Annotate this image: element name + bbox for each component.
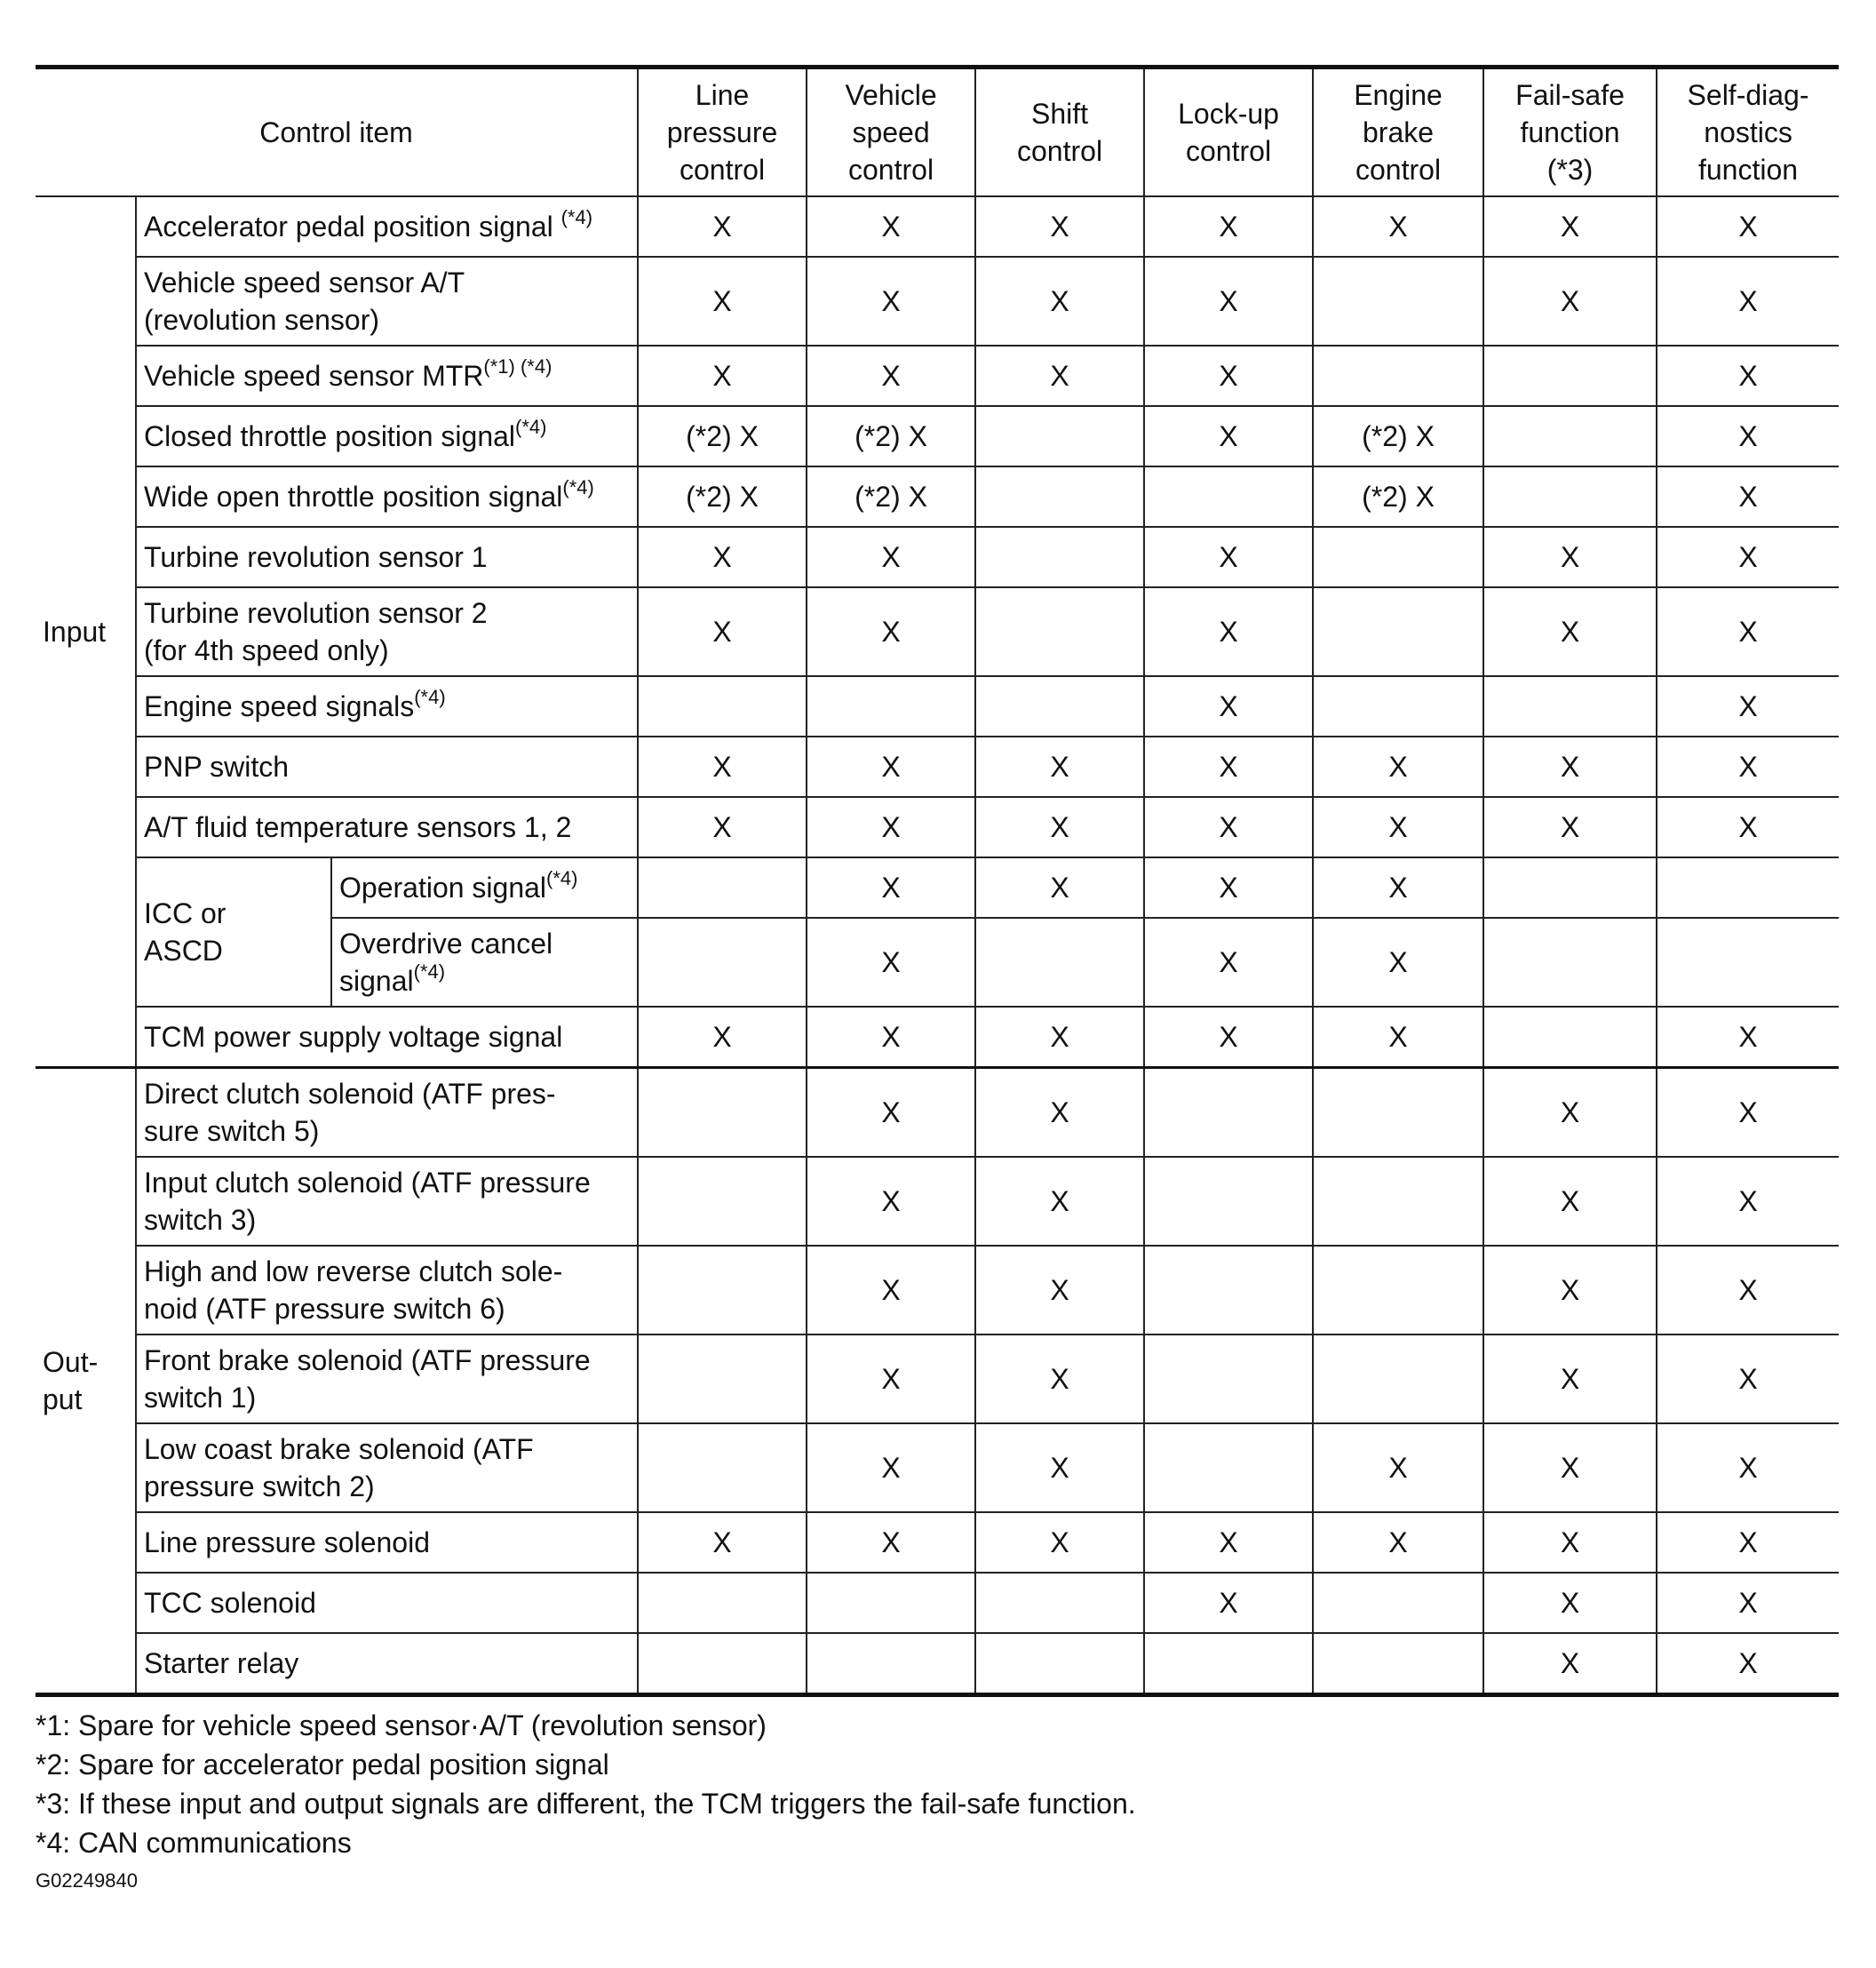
row-label: Closed throttle position signal$^{(*4)}$ <box>136 406 638 466</box>
mark-cell: X <box>1657 1007 1839 1068</box>
mark-cell <box>1313 676 1483 737</box>
mark-cell: (*2) X <box>807 406 975 466</box>
mark-cell <box>975 676 1144 737</box>
mark-cell: X <box>975 1068 1144 1158</box>
mark-cell <box>638 1335 807 1423</box>
mark-cell <box>638 918 807 1007</box>
table-row <box>36 1423 1839 1512</box>
mark-cell: X <box>1483 1068 1657 1158</box>
mark-cell: X <box>638 257 807 346</box>
mark-cell <box>1144 1633 1313 1695</box>
mark-cell <box>1483 918 1657 1007</box>
header-row <box>36 68 1839 197</box>
mark-cell <box>1144 1335 1313 1423</box>
mark-cell <box>638 857 807 918</box>
row-label: High and low reverse clutch sole- noid (ATF pressure switch 6) <box>136 1246 638 1335</box>
footnote-ref: (*4) <box>562 476 594 498</box>
group-input: Input <box>36 196 136 1068</box>
header-col-3: Shift control <box>975 68 1144 197</box>
footnote: *4: CAN communications <box>36 1827 352 1859</box>
mark-cell: X <box>1657 737 1839 797</box>
table-row <box>36 587 1839 676</box>
group-icc-ascd: ICC or ASCD <box>136 857 331 1007</box>
mark-cell: X <box>1657 1157 1839 1246</box>
table-row <box>36 1157 1839 1246</box>
mark-cell: X <box>807 1007 975 1068</box>
mark-cell: X <box>638 346 807 406</box>
table-row <box>36 797 1839 857</box>
mark-cell <box>1313 257 1483 346</box>
mark-cell: X <box>638 587 807 676</box>
mark-cell <box>638 1068 807 1158</box>
mark-cell <box>1313 527 1483 587</box>
table-row <box>36 1633 1839 1695</box>
row-label: Vehicle speed sensor A/T (revolution sensor) <box>136 257 638 346</box>
row-label: Turbine revolution sensor 2 (for 4th speed only) <box>136 587 638 676</box>
mark-cell <box>975 1573 1144 1633</box>
mark-cell <box>1657 857 1839 918</box>
table-row <box>36 406 1839 466</box>
table-row <box>36 1573 1839 1633</box>
mark-cell: X <box>1657 1512 1839 1573</box>
row-label: Front brake solenoid (ATF pressure switch 1) <box>136 1335 638 1423</box>
mark-cell <box>975 406 1144 466</box>
mark-cell: X <box>807 257 975 346</box>
mark-cell <box>1483 346 1657 406</box>
mark-cell <box>1483 1007 1657 1068</box>
mark-cell <box>807 1633 975 1695</box>
table-row <box>36 1068 1839 1158</box>
mark-cell: X <box>807 1335 975 1423</box>
mark-cell <box>1483 466 1657 527</box>
mark-cell: X <box>1657 1335 1839 1423</box>
row-label: Operation signal$^{(*4)}$ <box>331 857 638 918</box>
mark-cell: X <box>807 737 975 797</box>
mark-cell: X <box>1657 466 1839 527</box>
mark-cell: X <box>975 346 1144 406</box>
mark-cell: X <box>1483 527 1657 587</box>
mark-cell <box>1144 1246 1313 1335</box>
mark-cell: X <box>1144 257 1313 346</box>
row-label: Wide open throttle position signal$^{(*4)}$ <box>136 466 638 527</box>
mark-cell: (*2) X <box>807 466 975 527</box>
mark-cell: X <box>1657 587 1839 676</box>
footnotes <box>36 1706 1839 1862</box>
mark-cell: X <box>1313 1423 1483 1512</box>
row-label: TCM power supply voltage signal <box>136 1007 638 1068</box>
mark-cell: X <box>975 1246 1144 1335</box>
mark-cell: X <box>807 918 975 1007</box>
header-col-5: Engine brake control <box>1313 68 1483 197</box>
mark-cell: X <box>1144 196 1313 257</box>
mark-cell: X <box>1483 1512 1657 1573</box>
mark-cell: X <box>1144 1512 1313 1573</box>
mark-cell: X <box>1657 676 1839 737</box>
mark-cell: X <box>1144 797 1313 857</box>
mark-cell: X <box>807 587 975 676</box>
mark-cell: (*2) X <box>638 406 807 466</box>
mark-cell <box>975 918 1144 1007</box>
mark-cell <box>975 466 1144 527</box>
mark-cell <box>1144 466 1313 527</box>
mark-cell: X <box>1657 797 1839 857</box>
header-col-4: Lock-up control <box>1144 68 1313 197</box>
mark-cell: X <box>1483 1573 1657 1633</box>
table-row <box>36 257 1839 346</box>
row-label: Direct clutch solenoid (ATF pres- sure switch 5) <box>136 1068 638 1158</box>
table-row <box>36 1512 1839 1573</box>
mark-cell: X <box>1313 857 1483 918</box>
control-table-figure <box>36 65 1839 1894</box>
footnote: *1: Spare for vehicle speed sensor·A/T (revolution sensor) <box>36 1709 767 1741</box>
footnote: *3: If these input and output signals are different, the TCM triggers the fail-safe function. <box>36 1788 1136 1820</box>
group-output: Out- put <box>36 1068 136 1695</box>
mark-cell: X <box>1657 1573 1839 1633</box>
mark-cell: X <box>975 1423 1144 1512</box>
table-row <box>36 527 1839 587</box>
table-row <box>36 1335 1839 1423</box>
mark-cell: X <box>807 1157 975 1246</box>
table-row <box>36 1246 1839 1335</box>
mark-cell: X <box>1144 406 1313 466</box>
mark-cell: X <box>1483 257 1657 346</box>
mark-cell: X <box>975 857 1144 918</box>
mark-cell: X <box>1313 737 1483 797</box>
mark-cell: (*2) X <box>1313 466 1483 527</box>
row-label: Overdrive cancel signal$^{(*4)}$ <box>331 918 638 1007</box>
mark-cell: X <box>1657 257 1839 346</box>
mark-cell: X <box>1313 1007 1483 1068</box>
mark-cell: X <box>807 797 975 857</box>
mark-cell <box>975 1633 1144 1695</box>
mark-cell: X <box>1144 1573 1313 1633</box>
row-label: TCC solenoid <box>136 1573 638 1633</box>
footnote-ref: (*4) <box>414 686 446 708</box>
footnote-ref: (*4) <box>546 867 578 889</box>
row-label: Low coast brake solenoid (ATF pressure switch 2) <box>136 1423 638 1512</box>
table-body <box>36 196 1839 1695</box>
mark-cell: X <box>975 1512 1144 1573</box>
mark-cell <box>1483 676 1657 737</box>
mark-cell: X <box>1483 587 1657 676</box>
row-label: PNP switch <box>136 737 638 797</box>
header-col-7: Self-diag- nostics function <box>1657 68 1839 197</box>
mark-cell: X <box>975 797 1144 857</box>
mark-cell: X <box>1483 1335 1657 1423</box>
mark-cell: X <box>1657 527 1839 587</box>
mark-cell: X <box>975 196 1144 257</box>
mark-cell: X <box>807 1423 975 1512</box>
mark-cell: X <box>1313 918 1483 1007</box>
mark-cell: X <box>1657 1423 1839 1512</box>
mark-cell: (*2) X <box>638 466 807 527</box>
table-row <box>36 346 1839 406</box>
mark-cell <box>1313 1157 1483 1246</box>
mark-cell: X <box>975 1157 1144 1246</box>
mark-cell <box>1313 587 1483 676</box>
header-col-6: Fail-safe function (*3) <box>1483 68 1657 197</box>
mark-cell <box>807 676 975 737</box>
header-col-1: Line pressure control <box>638 68 807 197</box>
mark-cell: X <box>975 1335 1144 1423</box>
mark-cell: X <box>1144 587 1313 676</box>
mark-cell <box>638 1423 807 1512</box>
row-label: Turbine revolution sensor 1 <box>136 527 638 587</box>
mark-cell: X <box>807 196 975 257</box>
mark-cell <box>1483 857 1657 918</box>
mark-cell: X <box>807 1246 975 1335</box>
mark-cell <box>638 1573 807 1633</box>
mark-cell: X <box>1144 676 1313 737</box>
mark-cell <box>638 1246 807 1335</box>
mark-cell <box>1313 1633 1483 1695</box>
mark-cell <box>638 1157 807 1246</box>
mark-cell <box>807 1573 975 1633</box>
row-label: Engine speed signals$^{(*4)}$ <box>136 676 638 737</box>
mark-cell: X <box>975 257 1144 346</box>
mark-cell: X <box>1657 406 1839 466</box>
row-label: Accelerator pedal position signal $^{(*4)}$ <box>136 196 638 257</box>
mark-cell: X <box>1483 797 1657 857</box>
mark-cell: X <box>1144 1007 1313 1068</box>
mark-cell: X <box>1657 196 1839 257</box>
footnote: *2: Spare for accelerator pedal position signal <box>36 1749 609 1781</box>
table-row <box>36 857 1839 918</box>
row-label: A/T fluid temperature sensors 1, 2 <box>136 797 638 857</box>
table-row <box>36 676 1839 737</box>
mark-cell: X <box>807 1512 975 1573</box>
mark-cell: X <box>807 857 975 918</box>
mark-cell: X <box>1144 857 1313 918</box>
footnote-ref: (*1) (*4) <box>483 355 552 378</box>
header-col-2: Vehicle speed control <box>807 68 975 197</box>
mark-cell <box>1313 346 1483 406</box>
mark-cell: X <box>638 1007 807 1068</box>
mark-cell: X <box>1483 1157 1657 1246</box>
mark-cell: (*2) X <box>1313 406 1483 466</box>
mark-cell <box>638 676 807 737</box>
mark-cell <box>638 1633 807 1695</box>
mark-cell <box>975 527 1144 587</box>
table-row <box>36 1007 1839 1068</box>
mark-cell: X <box>1657 346 1839 406</box>
mark-cell: X <box>1144 527 1313 587</box>
footnote-ref: (*4) <box>413 960 446 983</box>
mark-cell: X <box>638 737 807 797</box>
mark-cell: X <box>1144 737 1313 797</box>
control-item-table <box>36 65 1839 1697</box>
mark-cell: X <box>638 1512 807 1573</box>
mark-cell: X <box>1483 1423 1657 1512</box>
mark-cell <box>1313 1246 1483 1335</box>
table-row <box>36 737 1839 797</box>
mark-cell: X <box>1483 737 1657 797</box>
mark-cell: X <box>807 527 975 587</box>
mark-cell: X <box>1657 1633 1839 1695</box>
header-control-item: Control item <box>36 68 638 197</box>
row-label: Vehicle speed sensor $MTR^{(*1) (*4)}$ <box>136 346 638 406</box>
mark-cell: X <box>1483 196 1657 257</box>
mark-cell: X <box>807 1068 975 1158</box>
mark-cell: X <box>1657 1246 1839 1335</box>
row-label: Input clutch solenoid (ATF pressure switch 3) <box>136 1157 638 1246</box>
table-row <box>36 466 1839 527</box>
footnote-ref: (*4) <box>560 206 593 228</box>
mark-cell: X <box>975 737 1144 797</box>
footnote-ref: (*4) <box>515 416 547 438</box>
mark-cell: X <box>975 1007 1144 1068</box>
mark-cell: X <box>1313 1512 1483 1573</box>
mark-cell: X <box>1657 1068 1839 1158</box>
mark-cell: X <box>1483 1246 1657 1335</box>
mark-cell: X <box>638 527 807 587</box>
mark-cell: X <box>1313 797 1483 857</box>
mark-cell: X <box>638 196 807 257</box>
mark-cell <box>1144 1423 1313 1512</box>
mark-cell: X <box>1483 1633 1657 1695</box>
mark-cell: X <box>1313 196 1483 257</box>
mark-cell <box>1144 1068 1313 1158</box>
mark-cell <box>1144 1157 1313 1246</box>
mark-cell: X <box>807 346 975 406</box>
mark-cell: X <box>1144 346 1313 406</box>
row-label: Starter relay <box>136 1633 638 1695</box>
mark-cell: X <box>1144 918 1313 1007</box>
mark-cell <box>1313 1573 1483 1633</box>
row-label: Line pressure solenoid <box>136 1512 638 1573</box>
mark-cell: X <box>638 797 807 857</box>
mark-cell <box>1313 1068 1483 1158</box>
figure-code: G02249840 <box>36 1869 138 1892</box>
mark-cell <box>1483 406 1657 466</box>
table-row <box>36 196 1839 257</box>
mark-cell <box>975 587 1144 676</box>
mark-cell <box>1657 918 1839 1007</box>
mark-cell <box>1313 1335 1483 1423</box>
